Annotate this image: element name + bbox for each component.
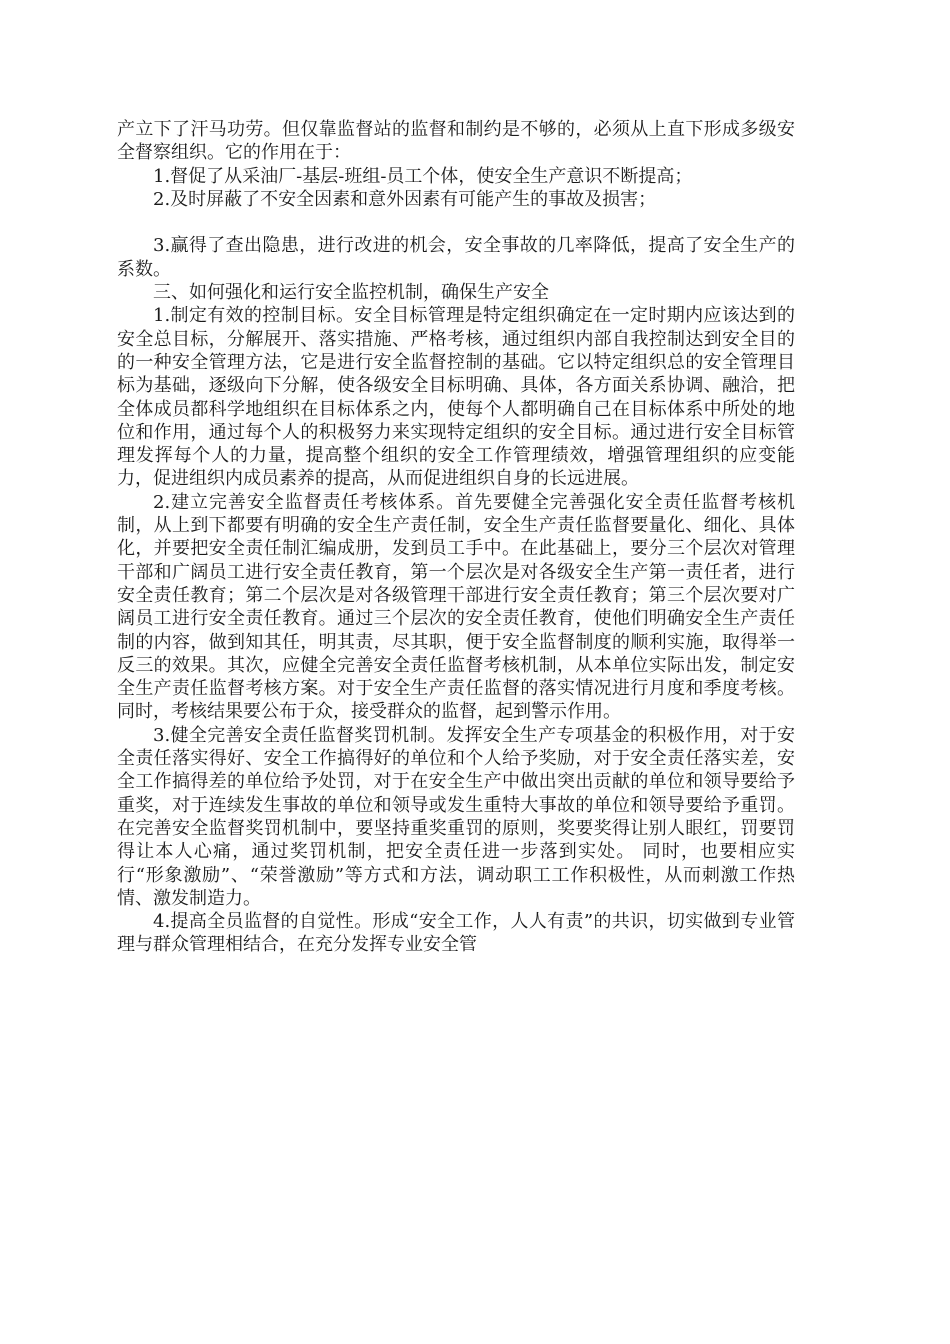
list-item-2: 2.及时屏蔽了不安全因素和意外因素有可能产生的事故及损害； [153, 188, 657, 210]
section-heading: 三、如何强化和运行安全监控机制，确保生产安全 [153, 282, 549, 304]
paragraph-control-targets: 1.制定有效的控制目标。安全目标管理是特定组织确定在一定时期内应该达到的安全总目标，分解展开、落实措施、严格考核，通过组织内部自我控制达到安全目的的一种安全管理方法，它是进行安全监督控制的基础。它以特定组织总的安全管理目标为基础，逐级向下分解，使各级安全目标明确、具体，各方面关系协调、融洽，把全体成员都科学地组织在目标体系之内，使每个人都明确自己在目标体系中所处的地位和作用，通过每个人的积极努力来实现特定组织的安全目标。通过进行安全目标管理发挥每个人的力量，提高整个组织的安全工作管理绩效，增强管理组织的应变能力，促进组织内成员素养的提高，从而促进组织自身的长远进展。 [117, 305, 795, 490]
list-item-1: 1.督促了从采油厂-基层-班组-员工个体，使安全生产意识不断提高； [153, 165, 693, 187]
document-body [117, 118, 795, 957]
paragraph-continuation: 产立下了汗马功劳。但仅靠监督站的监督和制约是不够的，必须从上直下形成多级安全督察组织。它的作用在于： [117, 119, 795, 164]
list-item-3: 3.赢得了查出隐患，进行改进的机会，安全事故的几率降低，提高了安全生产的系数。 [117, 235, 795, 280]
paragraph-reward-punishment: 3.健全完善安全责任监督奖罚机制。发挥安全生产专项基金的积极作用，对于安全责任落实得好、安全工作搞得好的单位和个人给予奖励，对于安全责任落实差，安全工作搞得差的单位给予处罚，对于在安全生产中做出突出贡献的单位和领导要给予重奖，对于连续发生事故的单位和领导或发生重特大事故的单位和领导要给予重罚。在完善安全监督奖罚机制中，要坚持重奖重罚的原则，奖要奖得让别人眼红，罚要罚得让本人心痛，通过奖罚机制，把安全责任进一步落到实处。 同时，也要相应实行“形象激励”、“荣誉激励”等方式和方法，调动职工工作积极性，从而刺激工作热情、激发制造力。 [117, 724, 795, 909]
paragraph-full-staff-supervision: 4.提高全员监督的自觉性。形成“安全工作，人人有责”的共识，切实做到专业管理与群众管理相结合，在充分发挥专业安全管 [117, 911, 795, 956]
blank-line [117, 211, 795, 234]
paragraph-responsibility-assessment: 2.建立完善安全监督责任考核体系。首先要健全完善强化安全责任监督考核机制，从上到下都要有明确的安全生产责任制，安全生产责任监督要量化、细化、具体化，并要把安全责任制汇编成册，发到员工手中。在此基础上，要分三个层次对管理干部和广阔员工进行安全责任教育，第一个层次是对各级安全生产第一责任者，进行安全责任教育；第二个层次是对各级管理干部进行安全责任教育；第三个层次要对广阔员工进行安全责任教育。通过三个层次的安全责任教育，使他们明确安全生产责任制的内容，做到知其任，明其责，尽其职，便于安全监督制度的顺利实施，取得举一反三的效果。其次，应健全完善安全责任监督考核机制，从本单位实际出发，制定安全生产责任监督考核方案。对于安全生产责任监督的落实情况进行月度和季度考核。同时，考核结果要公布于众，接受群众的监督，起到警示作用。 [117, 491, 795, 723]
